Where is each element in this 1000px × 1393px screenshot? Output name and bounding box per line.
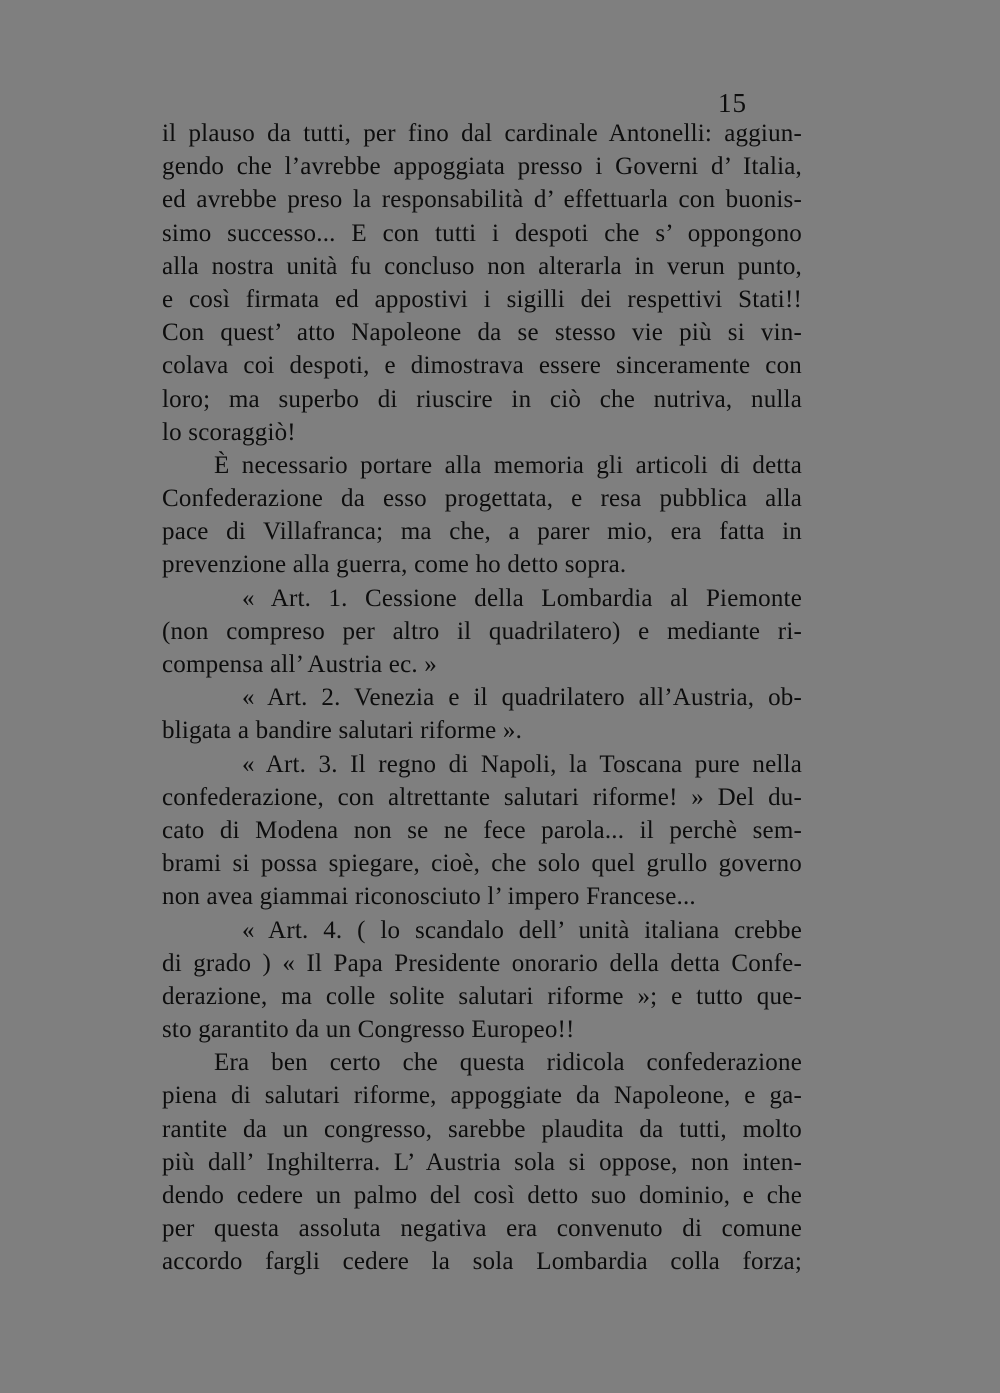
text-line: « Art. 1. Cessione della Lombardia al Piemonte: [242, 584, 802, 612]
text-line: confederazione, con altrettante salutari riforme! » Del du-: [162, 783, 802, 811]
text-line: cato di Modena non se ne fece parola... il perchè sem-: [162, 816, 802, 844]
text-line: (non compreso per altro il quadrilatero) e mediante ri-: [162, 617, 802, 645]
text-line: e così firmata ed appostivi i sigilli dei respettivi Stati!!: [162, 285, 802, 313]
text-line: loro; ma superbo di riuscire in ciò che nutriva, nulla: [162, 385, 802, 413]
text-line: più dall’ Inghilterra. L’ Austria sola si oppose, non inten-: [162, 1148, 802, 1176]
text-line: prevenzione alla guerra, come ho detto sopra.: [162, 551, 627, 579]
text-line: brami si possa spiegare, cioè, che solo quel grullo governo: [162, 850, 802, 878]
text-line: gendo che l’avrebbe appoggiata presso i Governi d’ Italia,: [162, 153, 802, 181]
text-line: piena di salutari riforme, appoggiate da Napoleone, e ga-: [162, 1082, 802, 1110]
text-line: pace di Villafranca; ma che, a parer mio, era fatta in: [162, 518, 802, 546]
text-line: « Art. 3. Il regno di Napoli, la Toscana pure nella: [242, 750, 802, 778]
page-number: 15: [718, 88, 747, 118]
text-line: rantite da un congresso, sarebbe plaudita da tutti, molto: [162, 1115, 802, 1143]
text-line: colava coi despoti, e dimostrava essere sinceramente con: [162, 352, 802, 380]
text-line: « Art. 4. ( lo scandalo dell’ unità italiana crebbe: [242, 916, 802, 944]
body-text: [162, 117, 802, 1279]
text-line: non avea giammai riconosciuto l’ impero Francese...: [162, 883, 696, 911]
text-line: di grado ) « Il Papa Presidente onorario della detta Confe-: [162, 949, 802, 977]
text-line: alla nostra unità fu concluso non alterarla in verun punto,: [162, 252, 802, 280]
text-line: Confederazione da esso progettata, e resa pubblica alla: [162, 485, 802, 513]
text-line: derazione, ma colle solite salutari riforme »; e tutto que-: [162, 982, 802, 1010]
text-line: per questa assoluta negativa era convenuto di comune: [162, 1215, 802, 1243]
text-line: sto garantito da un Congresso Europeo!!: [162, 1016, 575, 1044]
text-line: È necessario portare alla memoria gli articoli di detta: [214, 451, 802, 479]
text-line: dendo cedere un palmo del così detto suo dominio, e che: [162, 1182, 802, 1209]
text-line: bligata a bandire salutari riforme ».: [162, 717, 523, 745]
text-line: il plauso da tutti, per fino dal cardinale Antonelli: aggiun-: [162, 120, 802, 147]
text-line: accordo fargli cedere la sola Lombardia colla forza;: [162, 1248, 802, 1276]
text-line: Con quest’ atto Napoleone da se stesso vie più si vin-: [162, 319, 802, 347]
text-line: compensa all’ Austria ec. »: [162, 651, 437, 678]
text-line: ed avrebbe preso la responsabilità d’ effettuarla con buonis-: [162, 186, 802, 214]
text-line: « Art. 2. Venezia e il quadrilatero all’Austria, ob-: [242, 684, 802, 712]
text-line: lo scoraggiò!: [162, 418, 296, 446]
text-line: Era ben certo che questa ridicola confederazione: [214, 1049, 802, 1077]
text-line: simo successo... E con tutti i despoti che s’ oppongono: [162, 219, 802, 247]
